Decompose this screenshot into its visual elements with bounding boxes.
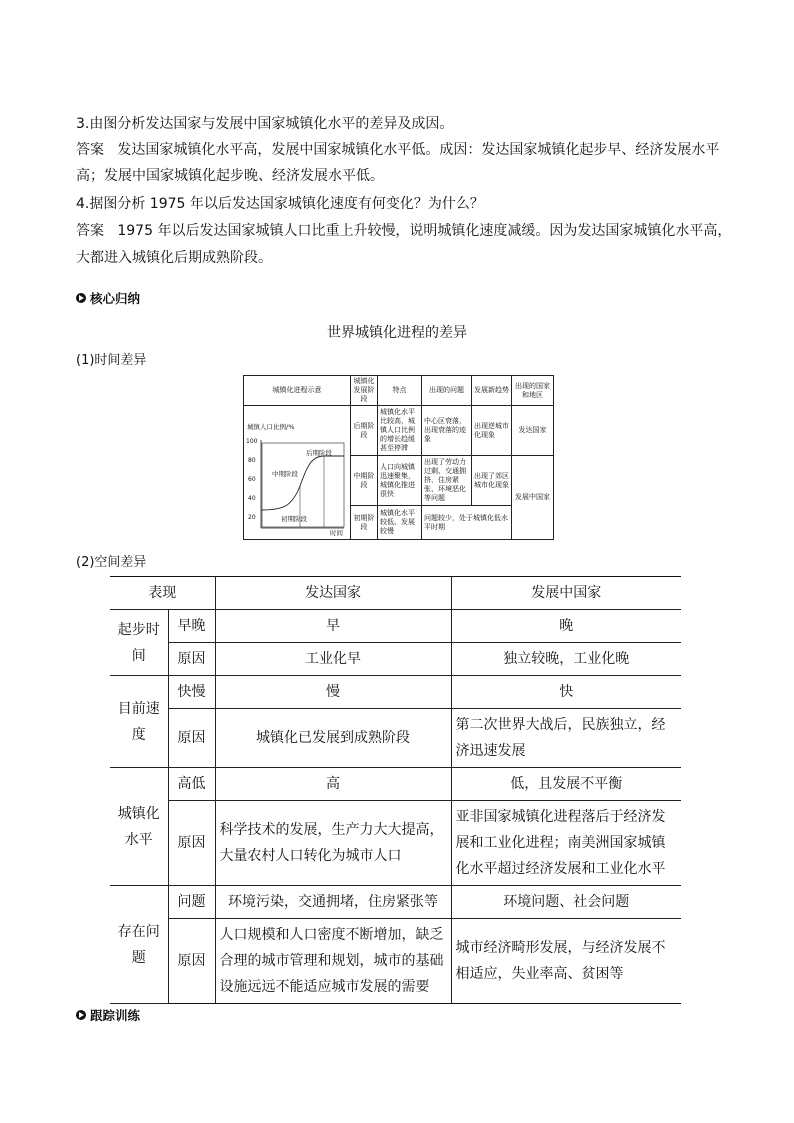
fig-problem: 出现了劳动力过剩、交通拥挤、住房紧张、环境恶化等问题 <box>422 456 472 506</box>
urbanization-chart <box>244 406 351 539</box>
y-tick: 100 <box>246 438 258 445</box>
curve-label-early: 初期阶段 <box>281 515 307 523</box>
answer-4-line1 <box>76 221 731 241</box>
cell: 早 <box>215 610 451 643</box>
curve-label-late: 后期阶段 <box>306 449 332 457</box>
fig-feature: 城镇化水平比较高，城镇人口比例的增长趋缓甚至停滞 <box>378 406 422 456</box>
table-header-row <box>110 577 681 610</box>
subheading-space: (2)空间差异 <box>76 555 147 570</box>
table-row <box>110 919 681 1004</box>
fig-stage: 初期阶段 <box>351 506 378 539</box>
y-tick: 20 <box>248 514 256 521</box>
question-4: 4.据图分析 1975 年以后发达国家城镇化速度有何变化？为什么？ <box>76 196 484 212</box>
fig-header: 发展新趋势 <box>472 376 512 406</box>
section-heading-practice <box>76 1006 140 1024</box>
row-label: 快慢 <box>168 676 215 709</box>
answer-label: 答案 <box>76 142 104 158</box>
fig-trend: 出现了郊区城市化现象 <box>472 456 512 506</box>
cell: 亚非国家城镇化进程落后于经济发展和工业化进程；南美洲国家城镇化水平超过经济发展和工业化水平 <box>451 801 681 886</box>
cell: 高 <box>215 768 451 801</box>
cell: 环境问题、社会问题 <box>451 886 681 919</box>
comparison-table <box>110 576 681 1004</box>
group-label: 起步时间 <box>110 610 168 676</box>
fig-feature: 人口向城镇迅速聚集，城镇化推进很快 <box>378 456 422 506</box>
fig-problem: 问题较少，处于城镇化低水平时期 <box>422 506 512 539</box>
cell: 低，且发展不平衡 <box>451 768 681 801</box>
fig-trend: 出现逆城市化现象 <box>472 406 512 456</box>
cell: 城镇化已发展到成熟阶段 <box>215 709 451 768</box>
cell: 第二次世界大战后，民族独立，经济迅速发展 <box>451 709 681 768</box>
table-row <box>110 801 681 886</box>
fig-header: 出现的国家和地区 <box>512 376 553 406</box>
cell: 工业化早 <box>215 643 451 676</box>
section-heading-text: 跟踪训练 <box>90 1008 141 1023</box>
curve-label-mid: 中期阶段 <box>272 470 298 478</box>
fig-feature: 城镇化水平较低、发展较慢 <box>378 506 422 539</box>
section-heading-core <box>76 289 140 307</box>
table-row <box>110 643 681 676</box>
y-tick: 80 <box>248 457 256 464</box>
fig-header: 城镇化进程示意 <box>244 376 351 406</box>
table-row <box>110 610 681 643</box>
row-label: 原因 <box>168 709 215 768</box>
row-label: 早晚 <box>168 610 215 643</box>
row-label: 原因 <box>168 643 215 676</box>
play-circle-icon <box>76 1010 86 1020</box>
cell: 城市经济畸形发展，与经济发展不相适应，失业率高、贫困等 <box>451 919 681 1004</box>
table-header: 发达国家 <box>215 577 451 610</box>
fig-header: 特点 <box>378 376 422 406</box>
row-label: 高低 <box>168 768 215 801</box>
cell: 独立较晚，工业化晚 <box>451 643 681 676</box>
fig-region: 发展中国家 <box>515 493 550 501</box>
cell: 环境污染，交通拥堵，住房紧张等 <box>215 886 451 919</box>
answer-label: 答案 <box>76 223 104 239</box>
section-heading-text: 核心归纳 <box>90 291 141 306</box>
row-label: 原因 <box>168 801 215 886</box>
page-title: 世界城镇化进程的差异 <box>327 325 467 341</box>
answer-text: 1975 年以后发达国家城镇人口比重上升较慢，说明城镇化速度减缓。因为发达国家城镇化水平高， <box>117 223 732 239</box>
row-label: 原因 <box>168 919 215 1004</box>
y-tick: 60 <box>248 476 256 483</box>
group-label: 城镇化水平 <box>110 768 168 886</box>
cell: 晚 <box>451 610 681 643</box>
fig-stage: 中期阶段 <box>351 456 378 506</box>
table-row <box>110 768 681 801</box>
group-label: 存在问题 <box>110 886 168 1004</box>
group-label: 目前速度 <box>110 676 168 768</box>
fig-problem: 中心区衰落，出现衰落的迹象 <box>422 406 472 456</box>
answer-4-line2: 大都进入城镇化后期成熟阶段。 <box>76 250 272 266</box>
fig-header: 城镇化发展阶段 <box>351 376 378 406</box>
cell: 慢 <box>215 676 451 709</box>
chart-ylabel: 城镇人口比例/% <box>247 423 295 431</box>
y-tick: 40 <box>248 495 256 502</box>
table-row <box>110 709 681 768</box>
fig-region: 发达国家 <box>512 406 553 456</box>
chart-xlabel: 时间 <box>330 529 343 537</box>
table-header: 表现 <box>110 577 215 610</box>
table-header: 发展中国家 <box>451 577 681 610</box>
cell: 快 <box>451 676 681 709</box>
table-row <box>110 676 681 709</box>
subheading-time: (1)时间差异 <box>76 353 147 368</box>
answer-3-line1 <box>76 140 719 160</box>
answer-3-line2: 高；发展中国家城镇化起步晚、经济发展水平低。 <box>76 168 384 184</box>
play-circle-icon <box>76 293 86 303</box>
fig-header: 出现的问题 <box>422 376 472 406</box>
question-3: 3.由图分析发达国家与发展中国家城镇化水平的差异及成因。 <box>76 116 454 132</box>
answer-text: 发达国家城镇化水平高，发展中国家城镇化水平低。成因：发达国家城镇化起步早、经济发展水平 <box>117 142 720 158</box>
table-row <box>110 886 681 919</box>
cell: 人口规模和人口密度不断增加，缺乏合理的城市管理和规划，城市的基础设施远远不能适应城市发展的需要 <box>215 919 451 1004</box>
row-label: 问题 <box>168 886 215 919</box>
cell: 科学技术的发展，生产力大大提高，大量农村人口转化为城市人口 <box>215 801 451 886</box>
stage-figure <box>243 375 554 540</box>
fig-stage: 后期阶段 <box>351 406 378 456</box>
